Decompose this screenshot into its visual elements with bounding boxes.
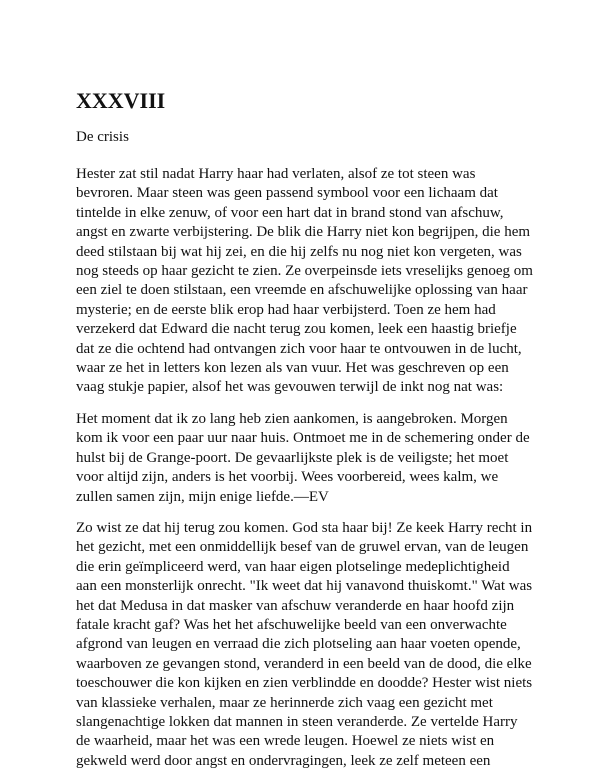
text-line: fatale kracht gaf? Was het het afschuwelijke beeld van een onverwachte xyxy=(76,616,507,633)
text-line: slangenachtige lokken dat mannen in steen veranderde. Ze vertelde Harry xyxy=(76,713,518,730)
text-line: vaag stukje papier, alsof het was gevouwen terwijl de inkt nog nat was: xyxy=(76,379,504,396)
text-line: dat ze die ochtend had ontvangen zich voor haar te ontvouwen in de lucht, xyxy=(76,340,522,357)
text-line: het dat Medusa in dat masker van afschuw veranderde en haar hoofd zijn xyxy=(76,597,515,614)
text-line: zullen samen zijn, mijn enige liefde.—EV xyxy=(76,488,329,505)
text-line: aan een monsterlijk onrecht. "Ik weet dat hij vanavond thuiskomt." Wat was xyxy=(76,578,533,595)
text-line: gekweld werd door angst en ondervragingen, leek ze zelf meteen een xyxy=(76,752,491,769)
document-page xyxy=(76,88,538,783)
chapter-subtitle: De crisis xyxy=(76,129,129,145)
text-line: de waarheid, maar het was een wrede leugen. Hoewel ze niets wist en xyxy=(76,733,495,750)
text-line: angst en zwarte verbijstering. De blik die Harry niet kon begrijpen, die hem xyxy=(76,224,531,241)
text-line: voor altijd zijn, anders is het voorbij. Wees voorbereid, wees kalm, we xyxy=(76,469,499,486)
text-line: Zo wist ze dat hij terug zou komen. God sta haar bij! Ze keek Harry recht in xyxy=(76,519,533,536)
text-line: Hester zat stil nadat Harry haar had verlaten, alsof ze tot steen was xyxy=(76,166,476,182)
text-line: bevroren. Maar steen was geen passend symbool voor een lichaam dat xyxy=(76,185,498,202)
paragraph xyxy=(76,410,538,507)
chapter-number: XXXVIII xyxy=(76,88,166,113)
text-line: die erin geïmpliceerd werd, van haar eigen plotselinge medeplichtigheid xyxy=(76,558,510,575)
body-text xyxy=(76,165,538,771)
text-line: mysterie; en de eerste blik erop had haar verbijsterd. Toen ze hem had xyxy=(76,301,496,318)
text-line: tintelde in elke zenuw, of voor een hart dat in brand stond van afschuw, xyxy=(76,204,504,221)
text-line: het gezicht, met een onmiddellijk besef van de gruwel ervan, van de leugen xyxy=(76,539,529,556)
paragraph xyxy=(76,519,538,771)
text-line: nog steeds op haar gezicht te zien. Ze overpeinsde iets vreselijks genoeg om xyxy=(76,263,533,280)
text-line: verzekerd dat Edward die nacht terug zou komen, leek een haastig briefje xyxy=(76,321,517,338)
text-line: hulst bij de Grange-poort. De gevaarlijkste plek is de veiligste; het moet xyxy=(76,449,509,466)
text-line: van klassieke verhalen, maar ze herinnerde zich vaag een gezicht met xyxy=(76,694,493,711)
paragraph xyxy=(76,165,538,398)
text-line: afgrond van leugen en verraad die zich plotseling aan haar voeten opende, xyxy=(76,636,521,653)
text-line: deed stilstaan bij wat hij zei, en die hij zelfs nu nog niet kon vergeten, was xyxy=(76,243,522,260)
text-line: waar ze het in letters kon lezen als van vuur. Het was geschreven op een xyxy=(76,360,509,377)
text-line: Het moment dat ik zo lang heb zien aankomen, is aangebroken. Morgen xyxy=(76,410,508,427)
text-line: toeschouwer die kon kijken en zien verblindde en doodde? Hester wist niets xyxy=(76,675,533,692)
text-line: waarboven ze gevangen stond, veranderd in een beeld van de dood, die elke xyxy=(76,655,532,672)
text-line: een ziel te doen stilstaan, een vreemde en afschuwelijke oplossing van haar xyxy=(76,282,528,299)
text-line: kom ik voor een paar uur naar huis. Ontmoet me in de schemering onder de xyxy=(76,430,530,447)
